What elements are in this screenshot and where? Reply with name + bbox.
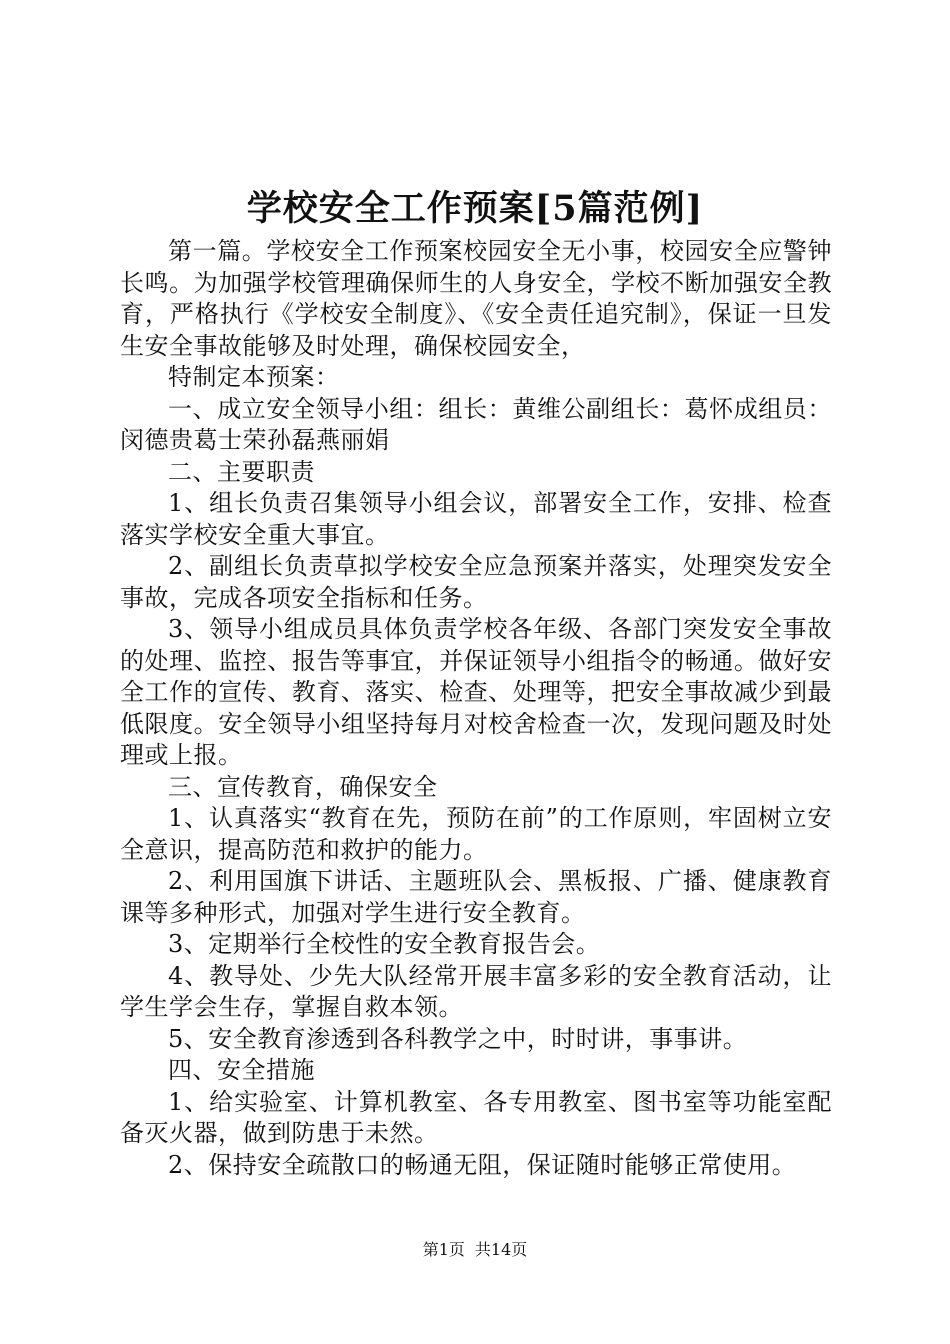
page-footer [0,1240,950,1260]
paragraph: 1、认真落实“教育在先，预防在前”的工作原则，牢固树立安全意识，提高防范和救护的能力。 [120,804,832,864]
paragraph: 一、成立安全领导小组：组长：黄维公副组长：葛怀成组员：闵德贵葛士荣孙磊燕丽娟 [120,394,832,454]
page-number: 第1页 [422,1240,465,1259]
page-total: 共14页 [474,1240,528,1259]
paragraph: 第一篇。学校安全工作预案校园安全无小事，校园安全应警钟长鸣。为加强学校管理确保师生的人身安全，学校不断加强安全教育，严格执行《学校安全制度》、《安全责任追究制》，保证一旦发生安全事故能够及时处理，确保校园安全， [120,237,832,360]
paragraph: 特制定本预案： [168,363,340,391]
paragraph: 4、教导处、少先大队经常开展丰富多彩的安全教育活动，让学生学会生存，掌握自救本领。 [120,961,832,1021]
paragraph: 3、定期举行全校性的安全教育报告会。 [168,930,601,958]
paragraph: 2、保持安全疏散口的畅通无阻，保证随时能够正常使用。 [168,1150,797,1179]
paragraph: 1、组长负责召集领导小组会议，部署安全工作，安排、检查落实学校安全重大事宜。 [120,489,832,549]
document-body [120,236,832,1181]
paragraph: 2、副组长负责草拟学校安全应急预案并落实，处理突发安全事故，完成各项安全指标和任务。 [120,552,832,612]
section-heading: 三、宣传教育，确保安全 [168,772,438,801]
document-title: 学校安全工作预案[5篇范例] [246,188,704,229]
paragraph: 1、给实验室、计算机教室、各专用教室、图书室等功能室配备灭火器，做到防患于未然。 [120,1087,832,1147]
section-heading: 二、主要职责 [168,457,315,486]
paragraph: 5、安全教育渗透到各科教学之中，时时讲，事事讲。 [168,1024,748,1053]
section-heading: 四、安全措施 [168,1056,315,1084]
paragraph: 3、领导小组成员具体负责学校各年级、各部门突发安全事故的处理、监控、报告等事宜，并保证领导小组指令的畅通。做好安全工作的宣传、教育、落实、检查、处理等，把安全事故减少到最低限度。安全领导小组坚持每月对校舍检查一次，发现问题及时处理或上报。 [120,615,832,769]
paragraph: 2、利用国旗下讲话、主题班队会、黑板报、广播、健康教育课等多种形式，加强对学生进行安全教育。 [120,867,832,927]
